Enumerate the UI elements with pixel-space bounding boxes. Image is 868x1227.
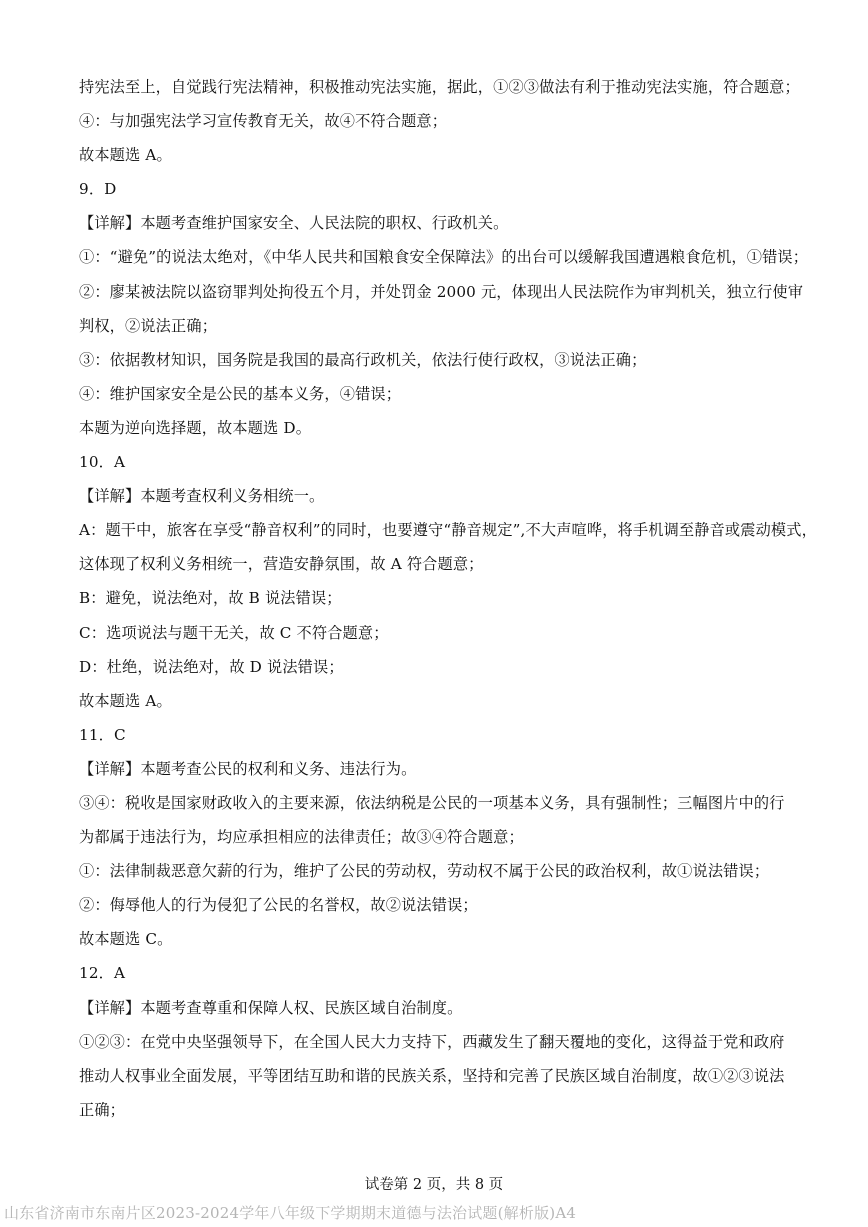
text-line: C：选项说法与题干无关，故 C 不符合题意；: [79, 623, 389, 642]
text-line: 持宪法至上，自觉践行宪法精神，积极推动宪法实施，据此，①②③做法有利于推动宪法实施，符合题意；: [79, 78, 800, 96]
text-line: 这体现了权利义务相统一，营造安静氛围，故 A 符合题意；: [79, 555, 484, 574]
text-line: 故本题选 C。: [79, 930, 173, 949]
text-line: D：杜绝，说法绝对，故 D 说法错误；: [79, 657, 344, 676]
text-line: ②：廖某被法院以盗窃罪判处拘役五个月，并处罚金 2000 元，体现出人民法院作为审判机关，独立行使审: [79, 282, 804, 301]
question-number: 12．A: [79, 964, 126, 983]
text-line: ②：侮辱他人的行为侵犯了公民的名誉权，故②说法错误；: [79, 896, 478, 915]
document-body: [79, 70, 817, 1127]
text-line: A：题干中，旅客在享受“静音权利”的同时，也要遵守“静音规定”,不大声喧哗，将手机调至静音或震动模式，: [79, 521, 817, 540]
text-line: 【详解】本题考查公民的权利和义务、违法行为。: [79, 759, 417, 778]
text-line: 正确；: [79, 1100, 126, 1119]
text-line: 【详解】本题考查权利义务相统一。: [79, 487, 325, 506]
question-number: 11．C: [79, 725, 126, 744]
text-line: ④：与加强宪法学习宣传教育无关，故④不符合题意；: [79, 112, 448, 131]
text-line: B：避免，说法绝对，故 B 说法错误；: [79, 589, 342, 608]
text-line: 故本题选 A。: [79, 146, 172, 165]
text-line: ③④：税收是国家财政收入的主要来源，依法纳税是公民的一项基本义务，具有强制性；三幅图片中的行: [79, 793, 785, 812]
text-line: 推动人权事业全面发展，平等团结互助和谐的民族关系，坚持和完善了民族区域自治制度，故①②③说法: [79, 1066, 785, 1085]
text-line: 【详解】本题考查维护国家安全、人民法院的职权、行政机关。: [79, 214, 509, 233]
page-footer: 试卷第 2 页，共 8 页: [364, 1177, 504, 1193]
text-line: 【详解】本题考查尊重和保障人权、民族区域自治制度。: [79, 998, 463, 1017]
watermark: 山东省济南市东南片区2023-2024学年八年级下学期期末道德与法治试题(解析版)A4: [4, 1204, 577, 1222]
text-line: ③：依据教材知识，国务院是我国的最高行政机关，依法行使行政权，③说法正确；: [79, 350, 647, 369]
text-line: 判权，②说法正确；: [79, 316, 218, 335]
text-line: 本题为逆向选择题，故本题选 D。: [79, 418, 312, 437]
question-number: 10．A: [79, 453, 126, 472]
text-line: 故本题选 A。: [79, 691, 172, 710]
text-line: ①：“避免”的说法太绝对，《中华人民共和国粮食安全保障法》的出台可以缓解我国遭遇粮食危机，①错误；: [79, 248, 809, 267]
text-line: ①：法律制裁恶意欠薪的行为，维护了公民的劳动权，劳动权不属于公民的政治权利，故①说法错误；: [79, 862, 770, 881]
text-line: ①②③：在党中央坚强领导下，在全国人民大力支持下，西藏发生了翻天覆地的变化，这得益于党和政府: [79, 1032, 785, 1051]
text-line: 为都属于违法行为，均应承担相应的法律责任；故③④符合题意；: [79, 828, 524, 847]
question-number: 9．D: [79, 180, 117, 199]
text-line: ④：维护国家安全是公民的基本义务，④错误；: [79, 384, 402, 403]
